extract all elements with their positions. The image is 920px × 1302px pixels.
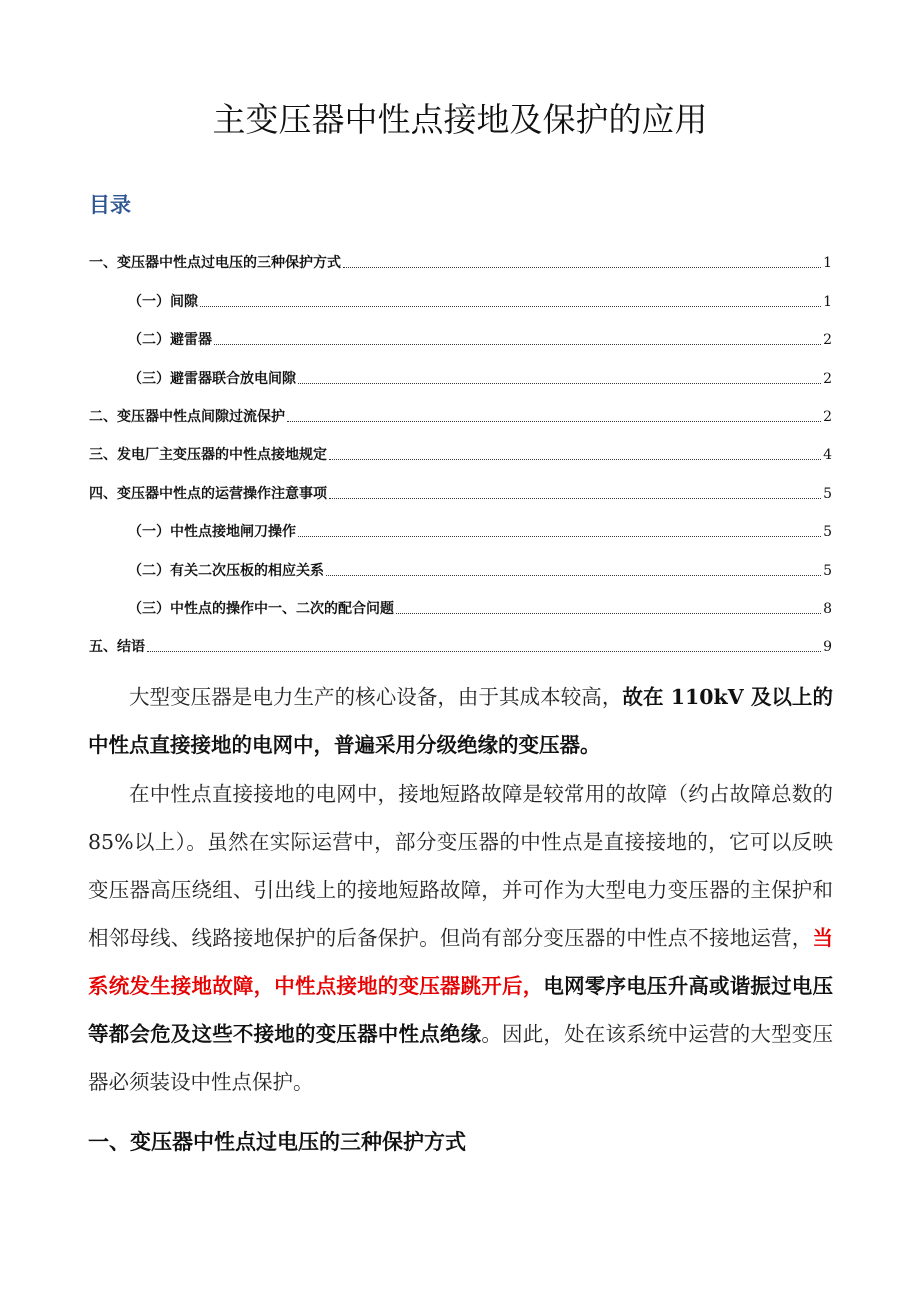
toc-entry[interactable] [89, 619, 832, 657]
body-text-2: 。因此，处在该系统中运营的大型变压器必须装设中性点保护。 [88, 1022, 834, 1094]
toc-entry-label: （一）中性点接地闸刀操作 [128, 524, 296, 541]
toc-entry-label: 三、发电厂主变压器的中性点接地规定 [89, 447, 327, 464]
toc-entry-page: 2 [823, 332, 832, 349]
red-emphasis: 当系统发生接地故障，中性点接地的变压器跳开后， [88, 926, 833, 998]
toc-entry[interactable] [89, 235, 832, 273]
body-paragraph [88, 770, 833, 1106]
toc-entry[interactable] [89, 350, 832, 388]
toc-dot-leader [287, 421, 821, 422]
toc-entry-page: 8 [823, 600, 832, 617]
bold-emphasis: 电网零序电压升高或谐振过电压等都会危及这些不接地的变压器中性点绝缘 [88, 974, 834, 1046]
toc-entry-page: 4 [823, 447, 832, 464]
toc-dot-leader [329, 498, 821, 499]
intro-paragraph [88, 673, 833, 769]
toc-entry-label: 二、变压器中性点间隙过流保护 [89, 408, 285, 425]
toc-entry[interactable] [89, 542, 832, 580]
toc-entry-label: （三）避雷器联合放电间隙 [128, 370, 296, 387]
toc-entry-page: 2 [823, 370, 832, 387]
toc-heading: 目录 [89, 193, 131, 217]
toc-entry[interactable] [89, 465, 832, 503]
toc-entry-label: （二）有关二次压板的相应关系 [128, 562, 324, 579]
toc-entry-label: （三）中性点的操作中一、二次的配合问题 [128, 600, 394, 617]
toc-entry[interactable] [89, 312, 832, 350]
toc-entry-page: 1 [823, 293, 832, 310]
toc-entry-label: （一）间隙 [128, 293, 198, 310]
toc-entry-page: 2 [823, 408, 832, 425]
toc-dot-leader [214, 344, 821, 345]
toc-dot-leader [298, 383, 821, 384]
toc-dot-leader [396, 613, 821, 614]
toc-entry-page: 5 [823, 562, 832, 579]
section-heading: 一、变压器中性点过电压的三种保护方式 [88, 1130, 466, 1154]
toc-entry[interactable] [89, 389, 832, 427]
toc-dot-leader [329, 459, 821, 460]
toc-entry-label: 四、变压器中性点的运营操作注意事项 [89, 485, 327, 502]
toc-entry-label: 五、结语 [89, 639, 145, 656]
toc-entry-page: 5 [823, 485, 832, 502]
toc-entry-page: 9 [823, 639, 832, 656]
toc-dot-leader [298, 536, 821, 537]
toc-entry[interactable] [89, 273, 832, 311]
toc-entry[interactable] [89, 504, 832, 542]
body-text-1: 在中性点直接接地的电网中，接地短路故障是较常用的故障（约占故障总数的 85%以上）。虽然在实际运营中，部分变压器的中性点是直接接地的，它可以反映变压器高压绕组、引出线上的接地短路故障，并可作为大型电力变压器的主保护和相邻母线、线路接地保护的后备保护。但尚有部分变压器的中性点不接地运营， [88, 782, 833, 950]
toc-dot-leader [147, 651, 821, 652]
toc-dot-leader [343, 267, 821, 268]
toc-dot-leader [200, 306, 821, 307]
toc-entry[interactable] [89, 427, 832, 465]
toc-entry-label: 一、变压器中性点过电压的三种保护方式 [89, 255, 341, 272]
toc-entry-label: （二）避雷器 [128, 332, 212, 349]
toc-entry-page: 1 [823, 255, 832, 272]
intro-emphasis: 故在 110kV 及以上的中性点直接接地的电网中，普遍采用分级绝缘的变压器。 [88, 685, 833, 757]
toc-entry[interactable] [89, 581, 832, 619]
table-of-contents [89, 235, 832, 657]
document-title: 主变压器中性点接地及保护的应用 [212, 100, 708, 139]
intro-text: 大型变压器是电力生产的核心设备，由于其成本较高， [129, 685, 623, 709]
toc-entry-page: 5 [823, 524, 832, 541]
toc-dot-leader [326, 575, 821, 576]
